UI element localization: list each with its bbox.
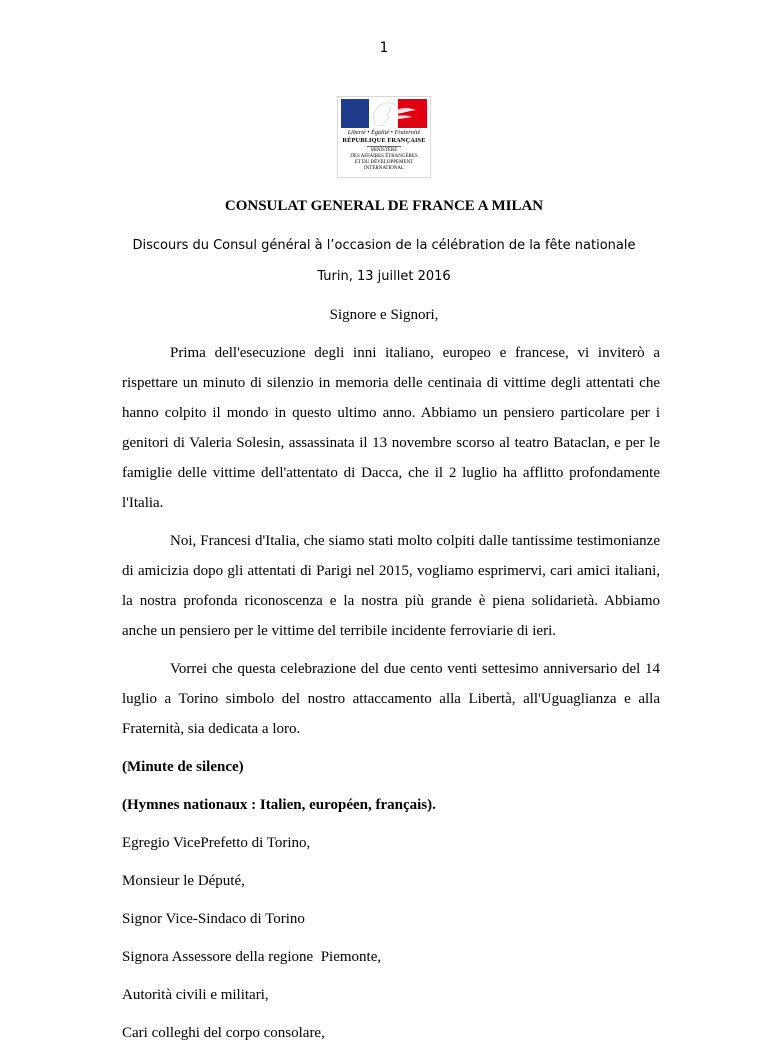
logo-divider (367, 146, 401, 147)
marianne-flag-icon (338, 97, 430, 129)
logo-ministry-line: ET DU DÉVELOPPEMENT (354, 160, 414, 165)
addressee-line: Egregio VicePrefetto di Torino, (122, 835, 311, 851)
stage-direction: (Minute de silence) (122, 759, 244, 775)
addressee-line: Signor Vice-Sindaco di Torino (122, 911, 305, 927)
ministry-logo (337, 96, 431, 178)
logo-ministry (338, 148, 430, 172)
logo-ministry-line: DES AFFAIRES ÉTRANGÈRES (350, 154, 418, 159)
document-heading: CONSULAT GENERAL DE FRANCE A MILAN (224, 198, 544, 214)
addressee-line: Autorità civili e militari, (122, 987, 269, 1003)
place-date: Turin, 13 juillet 2016 (317, 269, 451, 284)
speech-paragraph: Prima dell'esecuzione degli inni italiano, europeo e francese, vi inviterò a rispettare un minuto di silenzio in memoria delle centinaia di vittime degli attentati che hanno colpito il mondo in questo ultimo anno. Abbiamo un pensiero particolare per i genitori di Valeria Solesin, assassinata il 13 novembre scorso al teatro Bataclan, e per le famiglie delle vittime dell'attentato di Dacca, che il 2 luglio ha afflitto profondamente l'Italia. (122, 345, 660, 511)
addressee-line: Signora Assessore della regione Piemonte, (122, 949, 382, 965)
logo-republic: RÉPUBLIQUE FRANÇAISE (342, 137, 426, 144)
logo-motto: Liberté • Égalité • Fraternité (347, 130, 421, 136)
addressee-line: Cari colleghi del corpo consolare, (122, 1025, 325, 1041)
stage-direction: (Hymnes nationaux : Italien, européen, français). (122, 797, 436, 813)
greeting: Signore e Signori, (329, 307, 439, 323)
speech-body (122, 338, 660, 1056)
speech-paragraph: Noi, Francesi d'Italia, che siamo stati molto colpiti dalle tantissime testimonianze di amicizia dopo gli attentati di Parigi nel 2015, vogliamo esprimervi, cari amici italiani, la nostra profonda riconoscenza e la nostra più grande è piena solidarietà. Abbiamo anche un pensiero per le vittime del terribile incidente ferroviarie di ieri. (122, 533, 660, 639)
logo-ministry-line: MINISTÈRE (370, 148, 398, 153)
speech-paragraph: Vorrei che questa celebrazione del due cento venti settesimo anniversario del 14 luglio a Torino simbolo del nostro attaccamento alla Libertà, all'Uguaglianza e alla Fraternità, sia dedicata a loro. (122, 661, 660, 737)
speech-subtitle: Discours du Consul général à l’occasion de la célébration de la fête nationale (132, 238, 636, 253)
logo-ministry-line: INTERNATIONAL (364, 166, 404, 171)
page-number: 1 (379, 40, 389, 56)
addressee-line: Monsieur le Député, (122, 873, 245, 889)
